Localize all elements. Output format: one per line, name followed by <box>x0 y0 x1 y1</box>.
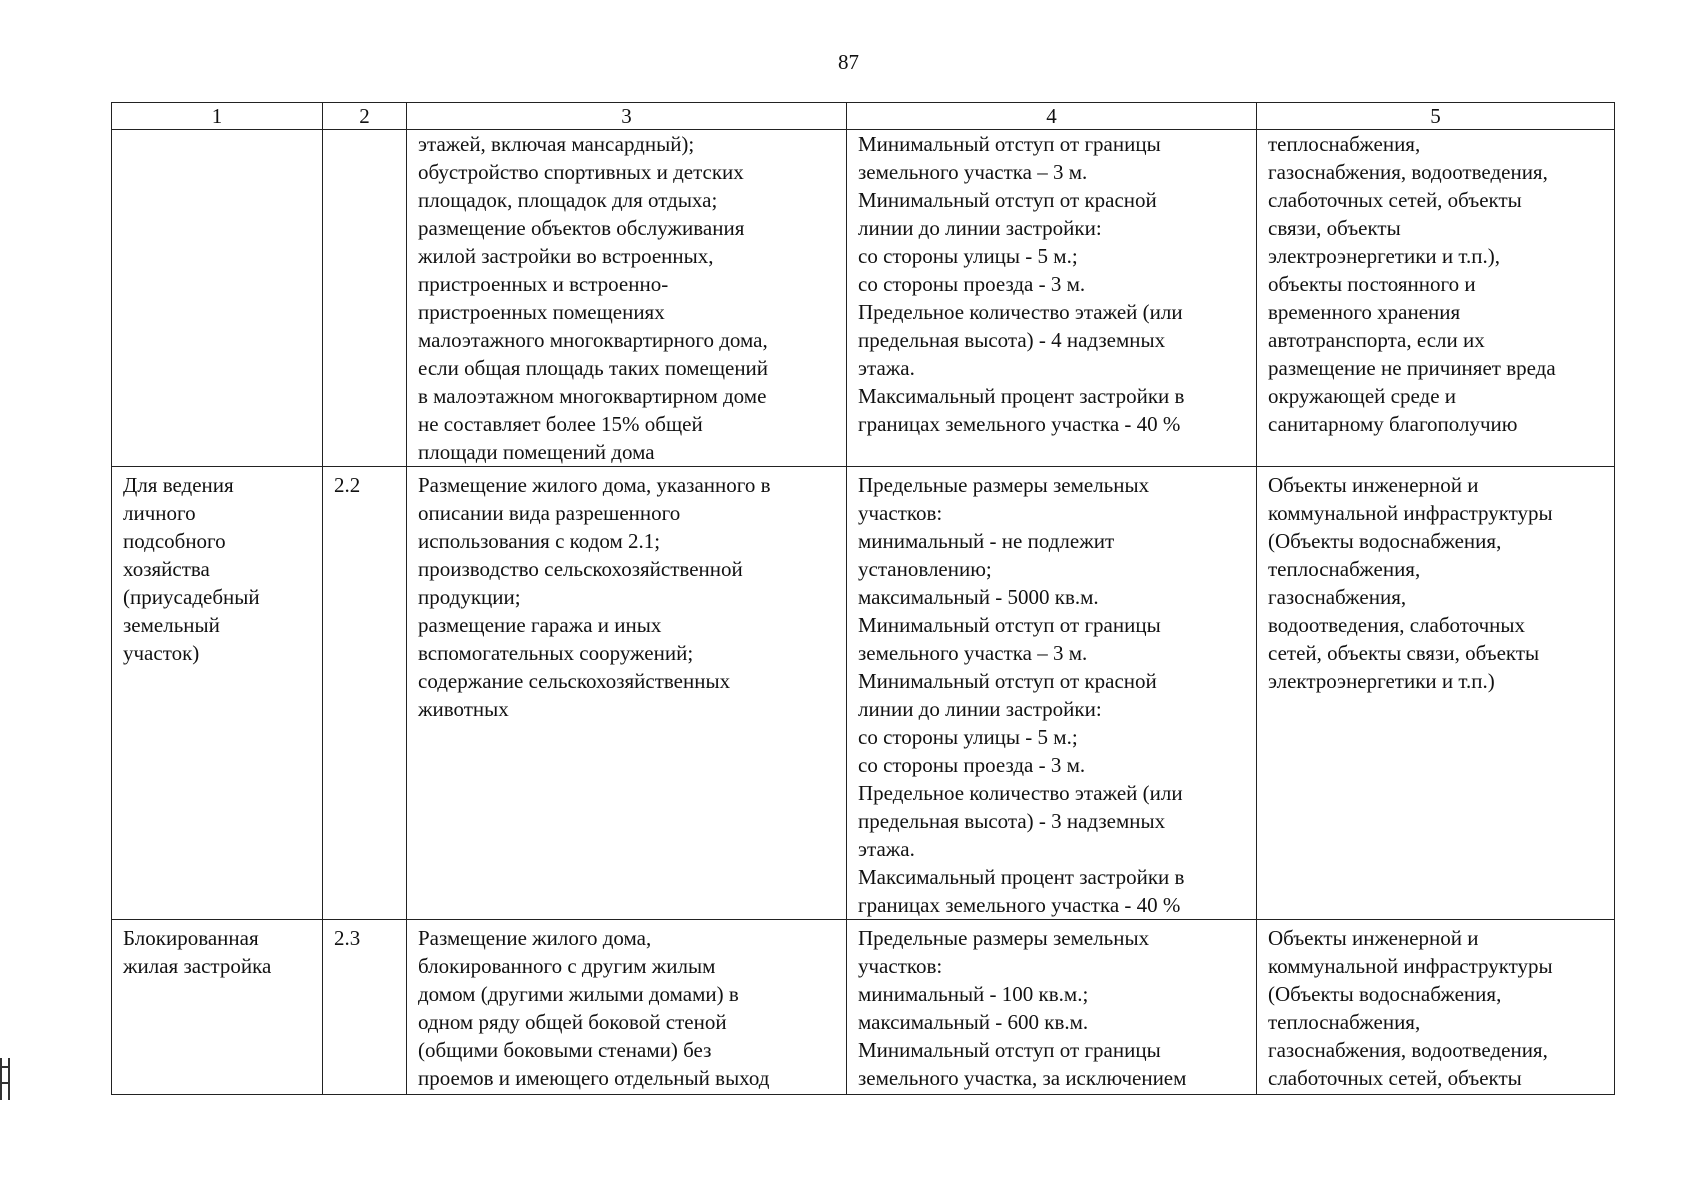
cell-text-line: коммунальной инфраструктуры <box>1268 501 1553 525</box>
cell-text-line: размещение не причиняет вреда <box>1268 356 1556 380</box>
parameters-cell <box>847 130 1257 467</box>
cell-text-line: жилая застройка <box>123 954 272 978</box>
column-header-5: 5 <box>1257 103 1615 130</box>
column-header-1: 1 <box>112 103 323 130</box>
cell-text-line: максимальный - 5000 кв.м. <box>858 585 1099 609</box>
cell-text-line: Размещение жилого дома, <box>418 926 652 950</box>
cell-text-line: Объекты инженерной и <box>1268 926 1479 950</box>
cell-text-line: линии до линии застройки: <box>858 697 1102 721</box>
cell-text-line: этажа. <box>858 837 915 861</box>
cell-text-line: одном ряду общей боковой стеной <box>418 1010 727 1034</box>
cell-text-line: (Объекты водоснабжения, <box>1268 529 1502 553</box>
cell-text-line: сетей, объекты связи, объекты <box>1268 641 1540 665</box>
cell-text-line: 2.2 <box>334 473 361 497</box>
table-row <box>112 920 1615 1095</box>
cell-text-line: описании вида разрешенного <box>418 501 681 525</box>
cell-text-line: этажей, включая мансардный); <box>418 132 695 156</box>
description-cell <box>407 920 847 1095</box>
table-row <box>112 130 1615 467</box>
cell-text-line: малоэтажного многоквартирного дома, <box>418 328 768 352</box>
cell-text-line: проемов и имеющего отдельный выход <box>418 1066 770 1090</box>
cell-text-line: обустройство спортивных и детских <box>418 160 744 184</box>
cell-text-line: Предельные размеры земельных <box>858 926 1150 950</box>
cell-text-line: слаботочных сетей, объекты <box>1268 1066 1522 1090</box>
column-header-2: 2 <box>323 103 407 130</box>
code-cell <box>323 920 407 1095</box>
cell-text-line: Для ведения <box>123 473 234 497</box>
cell-text-line: электроэнергетики и т.п.), <box>1268 244 1500 268</box>
code-cell <box>323 130 407 467</box>
table-body <box>112 130 1615 1095</box>
land-use-name-cell <box>112 920 323 1095</box>
table-row <box>112 467 1615 920</box>
cell-text-line: Объекты инженерной и <box>1268 473 1479 497</box>
cell-text-line: санитарному благополучию <box>1268 412 1518 436</box>
cell-text-line: домом (другими жилыми домами) в <box>418 982 739 1006</box>
cell-text-line: со стороны проезда - 3 м. <box>858 753 1086 777</box>
cell-text-line: использования с кодом 2.1; <box>418 529 661 553</box>
column-header-4: 4 <box>847 103 1257 130</box>
cell-text-line: водоотведения, слаботочных <box>1268 613 1526 637</box>
cell-text-line: земельного участка, за исключением <box>858 1066 1187 1090</box>
cell-text-line: Минимальный отступ от красной <box>858 188 1157 212</box>
cell-text-line: газоснабжения, водоотведения, <box>1268 160 1548 184</box>
cell-text-line: Минимальный отступ от границы <box>858 613 1161 637</box>
cell-text-line: связи, объекты <box>1268 216 1401 240</box>
cell-text-line: минимальный - не подлежит <box>858 529 1115 553</box>
cell-text-line: подсобного <box>123 529 226 553</box>
cell-text-line: вспомогательных сооружений; <box>418 641 694 665</box>
parameters-cell <box>847 920 1257 1095</box>
land-use-name-cell <box>112 130 323 467</box>
description-cell <box>407 467 847 920</box>
cell-text-line: (Объекты водоснабжения, <box>1268 982 1502 1006</box>
cell-text-line: Максимальный процент застройки в <box>858 384 1185 408</box>
cell-text-line: 2.3 <box>334 926 361 950</box>
cell-text-line: площади помещений дома <box>418 440 655 464</box>
cell-text-line: теплоснабжения, <box>1268 132 1421 156</box>
auxiliary-use-cell <box>1257 467 1615 920</box>
cell-text-line: в малоэтажном многоквартирном доме <box>418 384 767 408</box>
cell-text-line: участок) <box>123 641 200 665</box>
parameters-cell <box>847 467 1257 920</box>
cell-text-line: участков: <box>858 501 943 525</box>
column-header-3: 3 <box>407 103 847 130</box>
cell-text-line: газоснабжения, водоотведения, <box>1268 1038 1548 1062</box>
cell-text-line: Предельные размеры земельных <box>858 473 1150 497</box>
cell-text-line: Максимальный процент застройки в <box>858 865 1185 889</box>
cell-text-line: хозяйства <box>123 557 210 581</box>
cell-text-line: участков: <box>858 954 943 978</box>
header-row <box>112 103 1615 130</box>
cell-text-line: границах земельного участка - 40 % <box>858 412 1181 436</box>
description-cell <box>407 130 847 467</box>
cell-text-line: минимальный - 100 кв.м.; <box>858 982 1089 1006</box>
zoning-table <box>111 102 1615 1095</box>
cell-text-line: размещение объектов обслуживания <box>418 216 745 240</box>
cell-text-line: Минимальный отступ от красной <box>858 669 1157 693</box>
cell-text-line: газоснабжения, <box>1268 585 1407 609</box>
cell-text-line: земельного участка – 3 м. <box>858 641 1088 665</box>
auxiliary-use-cell <box>1257 130 1615 467</box>
code-cell <box>323 467 407 920</box>
cell-text-line: земельный <box>123 613 220 637</box>
cell-text-line: земельного участка – 3 м. <box>858 160 1088 184</box>
cell-text-line: площадок, площадок для отдыха; <box>418 188 718 212</box>
binding-margin-mark <box>0 1058 10 1100</box>
cell-text-line: личного <box>123 501 196 525</box>
cell-text-line: временного хранения <box>1268 300 1461 324</box>
cell-text-line: окружающей среде и <box>1268 384 1457 408</box>
cell-text-line: со стороны улицы - 5 м.; <box>858 244 1078 268</box>
cell-text-line: Минимальный отступ от границы <box>858 132 1161 156</box>
cell-text-line: пристроенных помещениях <box>418 300 665 324</box>
auxiliary-use-cell <box>1257 920 1615 1095</box>
cell-text-line: теплоснабжения, <box>1268 1010 1421 1034</box>
cell-text-line: автотранспорта, если их <box>1268 328 1485 352</box>
cell-text-line: максимальный - 600 кв.м. <box>858 1010 1089 1034</box>
cell-text-line: теплоснабжения, <box>1268 557 1421 581</box>
land-use-name-cell <box>112 467 323 920</box>
cell-text-line: электроэнергетики и т.п.) <box>1268 669 1495 693</box>
cell-text-line: слаботочных сетей, объекты <box>1268 188 1522 212</box>
cell-text-line: продукции; <box>418 585 521 609</box>
cell-text-line: если общая площадь таких помещений <box>418 356 769 380</box>
cell-text-line: размещение гаража и иных <box>418 613 662 637</box>
cell-text-line: этажа. <box>858 356 915 380</box>
cell-text-line: границах земельного участка - 40 % <box>858 893 1181 917</box>
cell-text-line: предельная высота) - 4 надземных <box>858 328 1166 352</box>
cell-text-line: Предельное количество этажей (или <box>858 781 1183 805</box>
cell-text-line: предельная высота) - 3 надземных <box>858 809 1166 833</box>
cell-text-line: со стороны проезда - 3 м. <box>858 272 1086 296</box>
cell-text-line: содержание сельскохозяйственных <box>418 669 731 693</box>
cell-text-line: жилой застройки во встроенных, <box>418 244 714 268</box>
cell-text-line: производство сельскохозяйственной <box>418 557 743 581</box>
cell-text-line: Блокированная <box>123 926 259 950</box>
cell-text-line: установлению; <box>858 557 992 581</box>
cell-text-line: объекты постоянного и <box>1268 272 1476 296</box>
cell-text-line: Минимальный отступ от границы <box>858 1038 1161 1062</box>
page-number: 87 <box>838 50 859 74</box>
cell-text-line: пристроенных и встроенно- <box>418 272 669 296</box>
cell-text-line: не составляет более 15% общей <box>418 412 703 436</box>
cell-text-line: Предельное количество этажей (или <box>858 300 1183 324</box>
table-header <box>112 103 1615 130</box>
cell-text-line: (общими боковыми стенами) без <box>418 1038 712 1062</box>
cell-text-line: линии до линии застройки: <box>858 216 1102 240</box>
cell-text-line: со стороны улицы - 5 м.; <box>858 725 1078 749</box>
cell-text-line: коммунальной инфраструктуры <box>1268 954 1553 978</box>
cell-text-line: Размещение жилого дома, указанного в <box>418 473 771 497</box>
cell-text-line: (приусадебный <box>123 585 260 609</box>
cell-text-line: животных <box>418 697 509 721</box>
cell-text-line: блокированного с другим жилым <box>418 954 716 978</box>
